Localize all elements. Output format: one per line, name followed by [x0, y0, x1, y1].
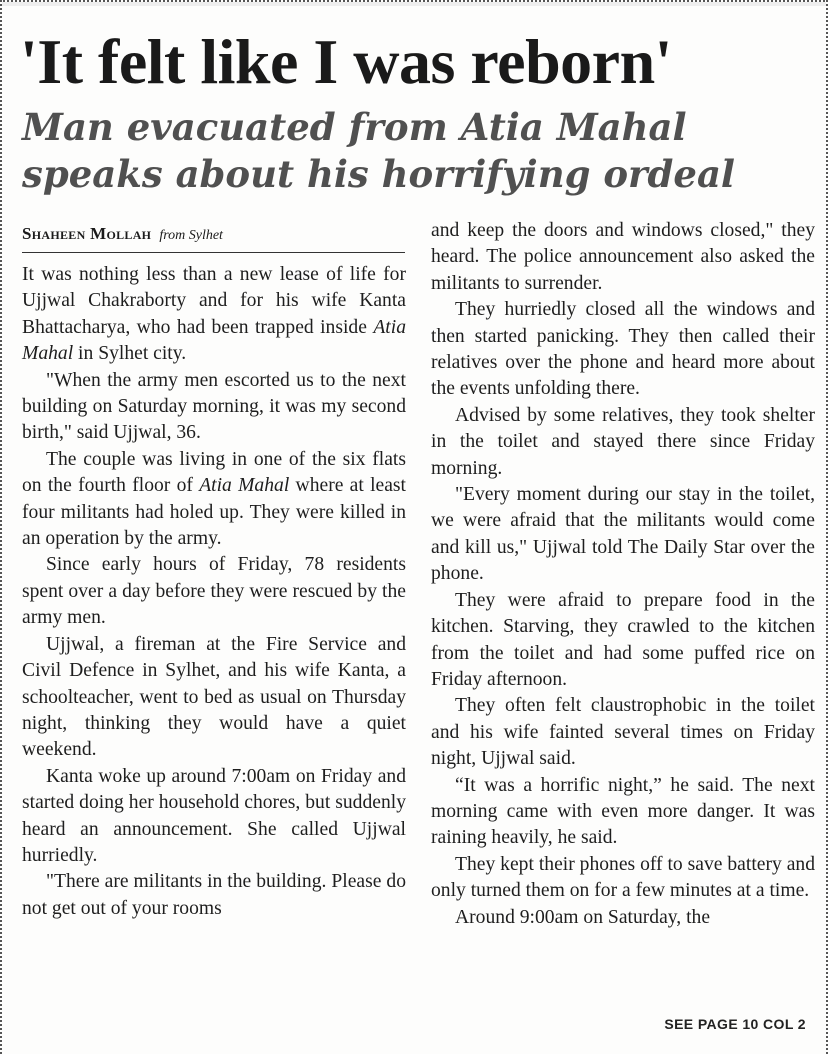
- paragraph: Since early hours of Friday, 78 residents spent over a day before they were rescued by the army men.: [22, 554, 406, 629]
- paragraph: Ujjwal, a fireman at the Fire Service and Civil Defence in Sylhet, and his wife Kanta, a schoolteacher, went to bed as usual on Thursday night, thinking they would have a quiet weekend.: [22, 633, 406, 761]
- byline-author: Shaheen Mollah: [22, 224, 152, 243]
- paragraph: They were afraid to prepare food in the kitchen. Starving, they crawled to the kitchen from the toilet and had some puffed rice on Friday afternoon.: [431, 589, 815, 690]
- article-column-1: [22, 262, 406, 922]
- paragraph: Advised by some relatives, they took shelter in the toilet and stayed there since Friday morning.: [431, 404, 815, 479]
- place-name: Atia Mahal: [22, 316, 406, 365]
- paragraph: It was nothing less than a new lease of life for Ujjwal Chakraborty and for his wife Kanta Bhattacharya, who had been trapped inside Atia Mahal in Sylhet city.: [22, 264, 406, 365]
- paragraph: "When the army men escorted us to the next building on Saturday morning, it was my second birth," said Ujjwal, 36.: [22, 369, 406, 444]
- article-column-2: [431, 218, 815, 931]
- paragraph: Kanta woke up around 7:00am on Friday and started doing her household chores, but suddenly heard an announcement. She called Ujjwal hurriedly.: [22, 765, 406, 866]
- subheadline: Man evacuated from Atia Mahal speaks about his horrifying ordeal: [22, 105, 735, 196]
- continuation-note: SEE PAGE 10 COL 2: [664, 1016, 806, 1032]
- paragraph: "There are militants in the building. Please do not get out of your rooms: [22, 871, 406, 919]
- paragraph: They often felt claustrophobic in the toilet and his wife fainted several times on Friday night, Ujjwal said.: [431, 695, 815, 770]
- paragraph: “It was a horrific night,” he said. The next morning came with even more danger. It was raining heavily, he said.: [431, 774, 815, 849]
- paragraph: Around 9:00am on Saturday, the: [455, 906, 711, 928]
- top-edge: [2, 2, 826, 6]
- paragraph: They kept their phones off to save battery and only turned them on for a few minutes at a time.: [431, 853, 815, 902]
- byline: [22, 224, 405, 253]
- byline-location: from Sylhet: [159, 228, 223, 243]
- place-name: Atia Mahal: [199, 475, 290, 497]
- paragraph: "Every moment during our stay in the toilet, we were afraid that the militants would come and kill us," Ujjwal told The Daily Star over the phone.: [431, 484, 815, 585]
- paragraph: The couple was living in one of the six flats on the fourth floor of Atia Mahal where at least four militants had holed up. They were killed in an operation by the army.: [22, 448, 407, 550]
- headline: 'It felt like I was reborn': [20, 26, 672, 97]
- paragraph: They hurriedly closed all the windows and then started panicking. They then called their relatives over the phone and heard more about the events unfolding there.: [431, 299, 815, 400]
- paragraph: and keep the doors and windows closed," they heard. The police announcement also asked the militants to surrender.: [431, 220, 815, 294]
